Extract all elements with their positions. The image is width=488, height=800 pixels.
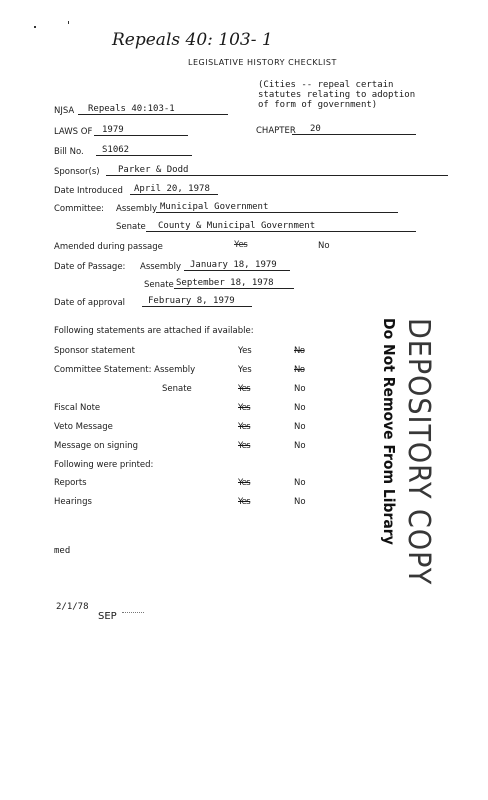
statement-label: Reports xyxy=(54,478,87,488)
statement-label: Hearings xyxy=(54,497,92,507)
statement-label: Message on signing xyxy=(54,441,138,451)
yes-option-crossed: Yes xyxy=(238,384,251,394)
handwritten-title: Repeals 40: 103- 1 xyxy=(112,30,273,50)
amended-yes-crossed: Yes xyxy=(234,240,248,250)
yes-option: Yes xyxy=(238,365,252,375)
committee-label: Committee: xyxy=(54,204,105,214)
statement-label: Veto Message xyxy=(54,422,113,432)
amended-no: No xyxy=(318,241,330,251)
passage-assembly-value: January 18, 1979 xyxy=(184,260,290,271)
sponsors-label: Sponsor(s) xyxy=(54,167,100,177)
amended-label: Amended during passage xyxy=(54,242,163,252)
chapter-value: 20 xyxy=(292,124,416,135)
statement-label: Fiscal Note xyxy=(54,403,101,413)
committee-assembly-label: Assembly xyxy=(116,204,157,214)
no-option: No xyxy=(294,441,306,451)
sponsors-value: Parker & Dodd xyxy=(106,165,448,176)
statement-label: Committee Statement: Assembly xyxy=(54,365,196,375)
laws-of-label: LAWS OF xyxy=(54,127,93,137)
yes-option-crossed: Yes xyxy=(238,403,251,413)
no-option-crossed: No xyxy=(294,365,305,375)
attached-heading: Following statements are attached if available: xyxy=(54,326,254,336)
njsa-label: NJSA xyxy=(54,106,75,116)
no-option: No xyxy=(294,422,306,432)
faint-stamp-mark xyxy=(122,612,144,617)
njsa-value: Repeals 40:103-1 xyxy=(78,104,228,115)
no-option: No xyxy=(294,478,306,488)
bill-description: (Cities -- repeal certain statutes relating to adoption of form of government) xyxy=(258,80,416,110)
no-option-crossed: No xyxy=(294,346,305,356)
statement-label: Sponsor statement xyxy=(54,346,135,356)
stamp-line-2: Do Not Remove From Library xyxy=(380,318,398,545)
passage-senate-value: September 18, 1978 xyxy=(174,278,294,289)
date-introduced-value: April 20, 1978 xyxy=(130,184,218,195)
bill-no-label: Bill No. xyxy=(54,147,84,157)
footer-stamp: SEP xyxy=(98,611,117,622)
date-of-passage-label: Date of Passage: xyxy=(54,262,126,272)
statement-label: Senate xyxy=(162,384,192,394)
printed-heading: Following were printed: xyxy=(54,460,154,470)
depository-stamp xyxy=(368,318,438,586)
laws-of-value: 1979 xyxy=(94,125,188,136)
passage-senate-label: Senate xyxy=(144,280,174,290)
chapter-label: CHAPTER xyxy=(256,126,296,136)
scan-speck xyxy=(34,26,36,28)
footer-date: 2/1/78 xyxy=(56,602,89,612)
yes-option-crossed: Yes xyxy=(238,441,251,451)
initials: med xyxy=(54,546,71,556)
date-of-approval-value: February 8, 1979 xyxy=(142,296,252,307)
yes-option-crossed: Yes xyxy=(238,497,251,507)
yes-option-crossed: Yes xyxy=(238,478,251,488)
committee-senate-value: County & Municipal Government xyxy=(146,221,416,232)
committee-assembly-value: Municipal Government xyxy=(156,202,398,213)
no-option: No xyxy=(294,497,306,507)
committee-senate-label: Senate xyxy=(116,222,146,232)
bill-no-value: S1062 xyxy=(96,145,192,156)
form-title: LEGISLATIVE HISTORY CHECKLIST xyxy=(188,58,337,67)
stamp-line-1: DEPOSITORY COPY xyxy=(401,318,436,586)
scan-speck xyxy=(68,21,69,24)
no-option: No xyxy=(294,384,306,394)
no-option: No xyxy=(294,403,306,413)
passage-assembly-label: Assembly xyxy=(140,262,181,272)
date-introduced-label: Date Introduced xyxy=(54,186,123,196)
yes-option: Yes xyxy=(238,346,252,356)
date-of-approval-label: Date of approval xyxy=(54,298,126,308)
yes-option-crossed: Yes xyxy=(238,422,251,432)
